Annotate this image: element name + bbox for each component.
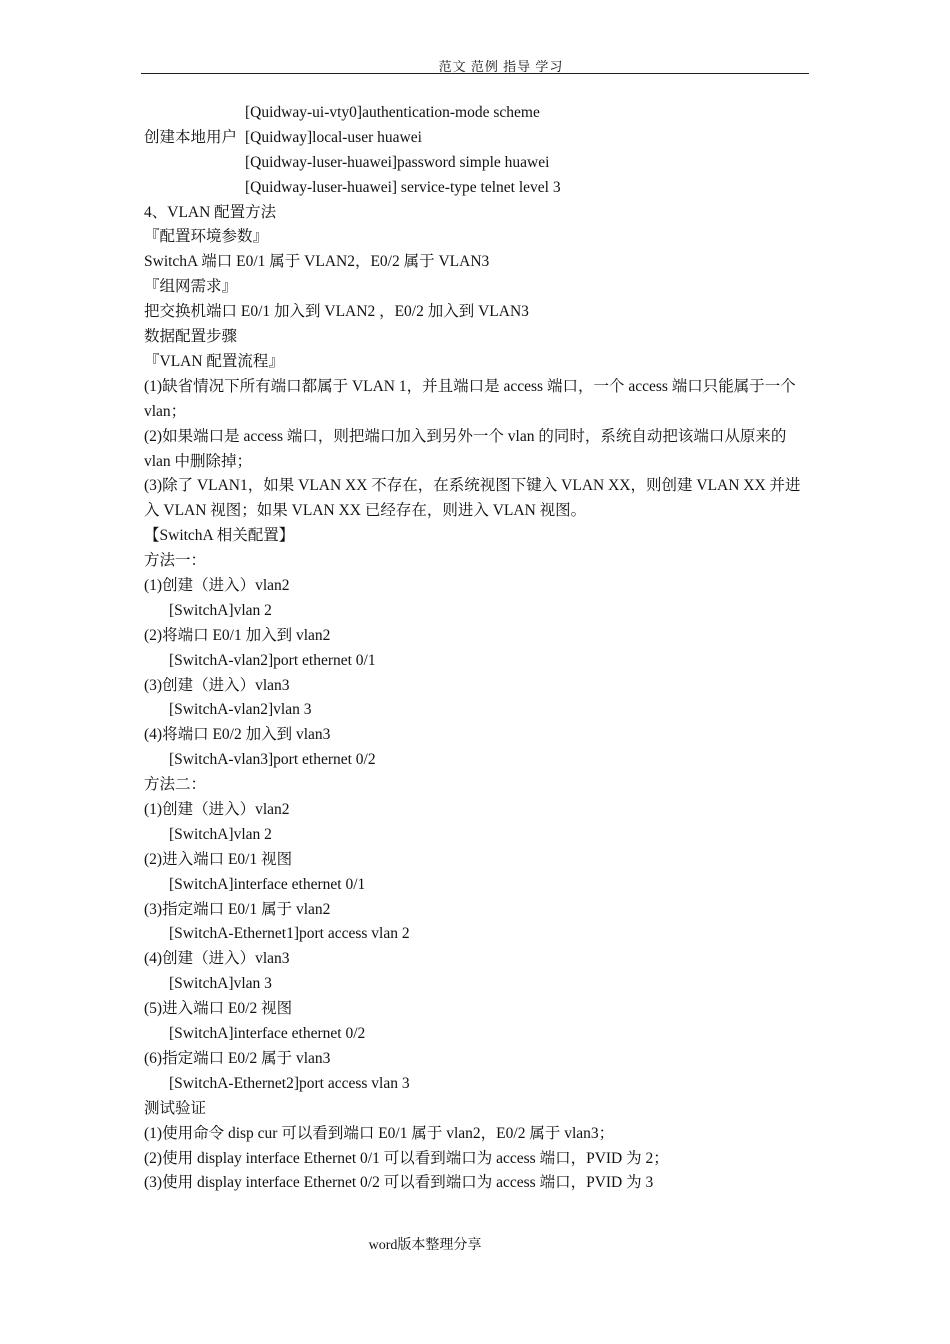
text-line: 【SwitchA 相关配置】 (144, 527, 295, 545)
command-line: [SwitchA]interface ethernet 0/2 (169, 1025, 366, 1043)
text-line: 数据配置步骤 (144, 328, 238, 346)
document-body (144, 101, 812, 1196)
section-heading: 4、VLAN 配置方法 (144, 203, 277, 221)
step-line: (3)指定端口 E0/1 属于 vlan2 (144, 900, 331, 918)
text-line: (1)使用命令 disp cur 可以看到端口 E0/1 属于 vlan2，E0/2 属于 vlan3； (144, 1124, 615, 1142)
step-line: (2)进入端口 E0/1 视图 (144, 850, 293, 868)
command-line: [SwitchA]vlan 2 (169, 825, 272, 843)
page-footer: word版本整理分享 (368, 1238, 482, 1253)
step-line: (1)创建（进入）vlan2 (144, 801, 290, 819)
step-line: (4)创建（进入）vlan3 (144, 950, 290, 968)
text-line: 『VLAN 配置流程』 (144, 352, 284, 370)
paragraph: (1)缺省情况下所有端口都属于 VLAN 1，并且端口是 access 端口，一个 access 端口只能属于一个 vlan； (144, 377, 796, 420)
command-line: [SwitchA-vlan2]vlan 3 (169, 701, 312, 719)
command-line: [SwitchA-Ethernet2]port access vlan 3 (169, 1074, 410, 1092)
text-line: 方法二： (144, 776, 207, 794)
command-line: [SwitchA-vlan3]port ethernet 0/2 (169, 751, 376, 769)
text-line: SwitchA 端口 E0/1 属于 VLAN2，E0/2 属于 VLAN3 (144, 253, 490, 271)
paragraph: (2)如果端口是 access 端口，则把端口加入到另外一个 vlan 的同时，系统自动把该端口从原来的 vlan 中删除掉； (144, 427, 787, 470)
command-line: [SwitchA]vlan 2 (169, 601, 272, 619)
step-line: (2)将端口 E0/1 加入到 vlan2 (144, 626, 331, 644)
step-line: (3)创建（进入）vlan3 (144, 676, 290, 694)
header-text: 范文 范例 指导 学习 (438, 59, 564, 74)
command-text: [Quidway]local-user huawei (245, 128, 422, 146)
text-line: [Quidway-ui-vty0]authentication-mode scheme (245, 104, 540, 121)
text-line: (2)使用 display interface Ethernet 0/1 可以看到端口为 access 端口，PVID 为 2； (144, 1149, 669, 1167)
line-label: 创建本地用户 (144, 128, 238, 146)
command-line: [SwitchA-Ethernet1]port access vlan 2 (169, 925, 410, 943)
step-line: (5)进入端口 E0/2 视图 (144, 1000, 293, 1018)
text-line (144, 126, 812, 151)
text-line: 把交换机端口 E0/1 加入到 VLAN2 ，E0/2 加入到 VLAN3 (144, 303, 529, 321)
command-line: [SwitchA]interface ethernet 0/1 (169, 875, 366, 893)
paragraph: (3)除了 VLAN1，如果 VLAN XX 不存在，在系统视图下键入 VLAN XX，则创建 VLAN XX 并进入 VLAN 视图；如果 VLAN XX 已经存在，则进入 VLAN 视图。 (144, 477, 801, 520)
step-line: (6)指定端口 E0/2 属于 vlan3 (144, 1049, 331, 1067)
command-line: [SwitchA-vlan2]port ethernet 0/1 (169, 651, 376, 669)
step-line: (1)创建（进入）vlan2 (144, 577, 290, 595)
step-line: (4)将端口 E0/2 加入到 vlan3 (144, 726, 331, 744)
page-header (141, 56, 809, 74)
text-line: 『配置环境参数』 (144, 228, 269, 246)
text-line: (3)使用 display interface Ethernet 0/2 可以看到端口为 access 端口，PVID 为 3 (144, 1174, 654, 1192)
text-line: 方法一： (144, 552, 207, 570)
text-line: 『组网需求』 (144, 278, 238, 296)
text-line: [Quidway-luser-huawei] service-type telnet level 3 (245, 178, 561, 196)
command-line: [SwitchA]vlan 3 (169, 975, 272, 993)
text-line: [Quidway-luser-huawei]password simple huawei (245, 153, 550, 171)
text-line: 测试验证 (144, 1099, 207, 1117)
